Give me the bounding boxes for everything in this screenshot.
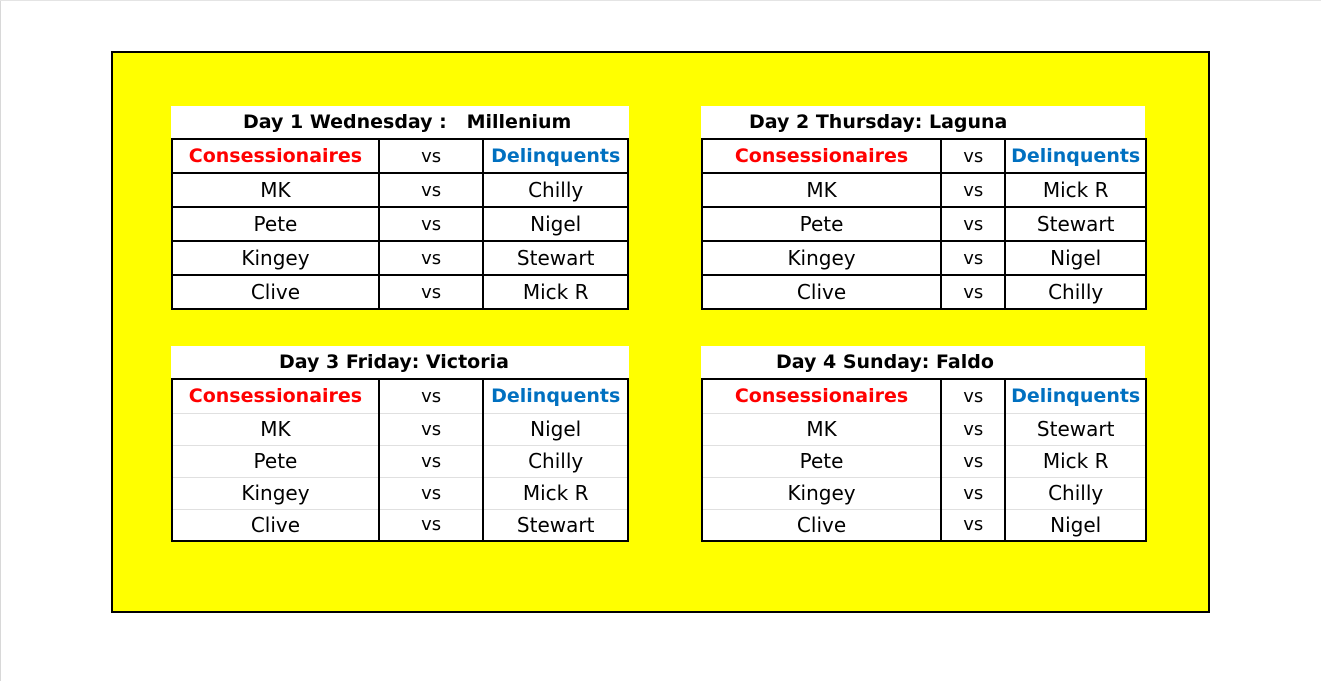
player-right: Stewart bbox=[1005, 207, 1146, 241]
vs-label: vs bbox=[379, 477, 483, 509]
table-row bbox=[172, 445, 628, 477]
table-row bbox=[702, 445, 1146, 477]
day-title: Day 3 Friday: Victoria bbox=[279, 351, 509, 373]
table-row bbox=[172, 477, 628, 509]
table-row bbox=[702, 173, 1146, 207]
page-edge bbox=[0, 0, 1, 681]
page-edge bbox=[0, 0, 1321, 1]
player-left: Kingey bbox=[702, 477, 941, 509]
player-left: Kingey bbox=[172, 477, 379, 509]
player-left: Clive bbox=[702, 275, 941, 309]
player-right: Stewart bbox=[483, 241, 628, 275]
team-left-header: Consessionaires bbox=[172, 139, 379, 173]
vs-label: vs bbox=[379, 173, 483, 207]
player-right: Chilly bbox=[483, 173, 628, 207]
player-right: Mick R bbox=[1005, 445, 1146, 477]
table-row bbox=[702, 207, 1146, 241]
player-left: Clive bbox=[702, 509, 941, 541]
table-row bbox=[172, 413, 628, 445]
vs-label: vs bbox=[379, 445, 483, 477]
header-row bbox=[172, 379, 628, 413]
player-right: Chilly bbox=[1005, 275, 1146, 309]
vs-label: vs bbox=[379, 413, 483, 445]
vs-label: vs bbox=[941, 509, 1005, 541]
player-left: Kingey bbox=[172, 241, 379, 275]
team-right-header: Delinquents bbox=[483, 139, 628, 173]
vs-label: vs bbox=[941, 139, 1005, 173]
vs-label: vs bbox=[379, 379, 483, 413]
vs-label: vs bbox=[941, 207, 1005, 241]
player-left: Clive bbox=[172, 275, 379, 309]
table-row bbox=[702, 241, 1146, 275]
team-left-header: Consessionaires bbox=[702, 379, 941, 413]
player-left: MK bbox=[702, 173, 941, 207]
vs-label: vs bbox=[379, 207, 483, 241]
player-left: MK bbox=[172, 413, 379, 445]
day-1-title-row bbox=[171, 106, 629, 138]
player-left: Pete bbox=[172, 207, 379, 241]
player-left: Pete bbox=[172, 445, 379, 477]
day-title: Day 1 Wednesday : Millenium bbox=[243, 111, 572, 133]
player-left: Clive bbox=[172, 509, 379, 541]
day-2-title-row bbox=[701, 106, 1145, 138]
vs-label: vs bbox=[379, 241, 483, 275]
table-row bbox=[702, 477, 1146, 509]
player-right: Nigel bbox=[483, 207, 628, 241]
vs-label: vs bbox=[379, 509, 483, 541]
fixtures-table bbox=[701, 378, 1147, 542]
fixtures-table bbox=[701, 138, 1147, 310]
team-right-header: Delinquents bbox=[1005, 379, 1146, 413]
table-row bbox=[172, 275, 628, 309]
player-right: Mick R bbox=[1005, 173, 1146, 207]
header-row bbox=[702, 379, 1146, 413]
vs-label: vs bbox=[941, 379, 1005, 413]
player-right: Mick R bbox=[483, 275, 628, 309]
team-right-header: Delinquents bbox=[483, 379, 628, 413]
player-right: Stewart bbox=[516, 512, 595, 537]
player-left: Pete bbox=[702, 445, 941, 477]
player-right: Mick R bbox=[483, 477, 628, 509]
vs-label: vs bbox=[941, 275, 1005, 309]
day-4-title-row bbox=[701, 346, 1145, 378]
day-3-title-row bbox=[171, 346, 629, 378]
fixtures-table bbox=[171, 378, 629, 542]
vs-label: vs bbox=[379, 139, 483, 173]
table-row bbox=[172, 241, 628, 275]
player-right: Stewart bbox=[1005, 413, 1146, 445]
player-right: Nigel bbox=[1050, 512, 1102, 537]
day-title: Day 4 Sunday: Faldo bbox=[776, 351, 994, 373]
player-right: Chilly bbox=[1005, 477, 1146, 509]
player-right: Chilly bbox=[483, 445, 628, 477]
table-row bbox=[172, 173, 628, 207]
vs-label: vs bbox=[941, 241, 1005, 275]
table-row bbox=[702, 275, 1146, 309]
table-row bbox=[702, 509, 1146, 541]
header-row bbox=[702, 139, 1146, 173]
player-left: MK bbox=[172, 173, 379, 207]
table-row bbox=[172, 509, 628, 541]
day-title: Day 2 Thursday: Laguna bbox=[749, 111, 1008, 133]
vs-label: vs bbox=[941, 413, 1005, 445]
vs-label: vs bbox=[941, 477, 1005, 509]
vs-label: vs bbox=[941, 173, 1005, 207]
player-right: Nigel bbox=[483, 413, 628, 445]
vs-label: vs bbox=[379, 275, 483, 309]
schedule-board bbox=[111, 51, 1210, 613]
player-left: MK bbox=[702, 413, 941, 445]
table-row bbox=[702, 413, 1146, 445]
team-right-header: Delinquents bbox=[1005, 139, 1146, 173]
vs-label: vs bbox=[941, 445, 1005, 477]
fixtures-table bbox=[171, 138, 629, 310]
team-left-header: Consessionaires bbox=[172, 379, 379, 413]
table-row bbox=[172, 207, 628, 241]
header-row bbox=[172, 139, 628, 173]
player-left: Kingey bbox=[702, 241, 941, 275]
player-left: Pete bbox=[702, 207, 941, 241]
player-right: Nigel bbox=[1005, 241, 1146, 275]
team-left-header: Consessionaires bbox=[702, 139, 941, 173]
